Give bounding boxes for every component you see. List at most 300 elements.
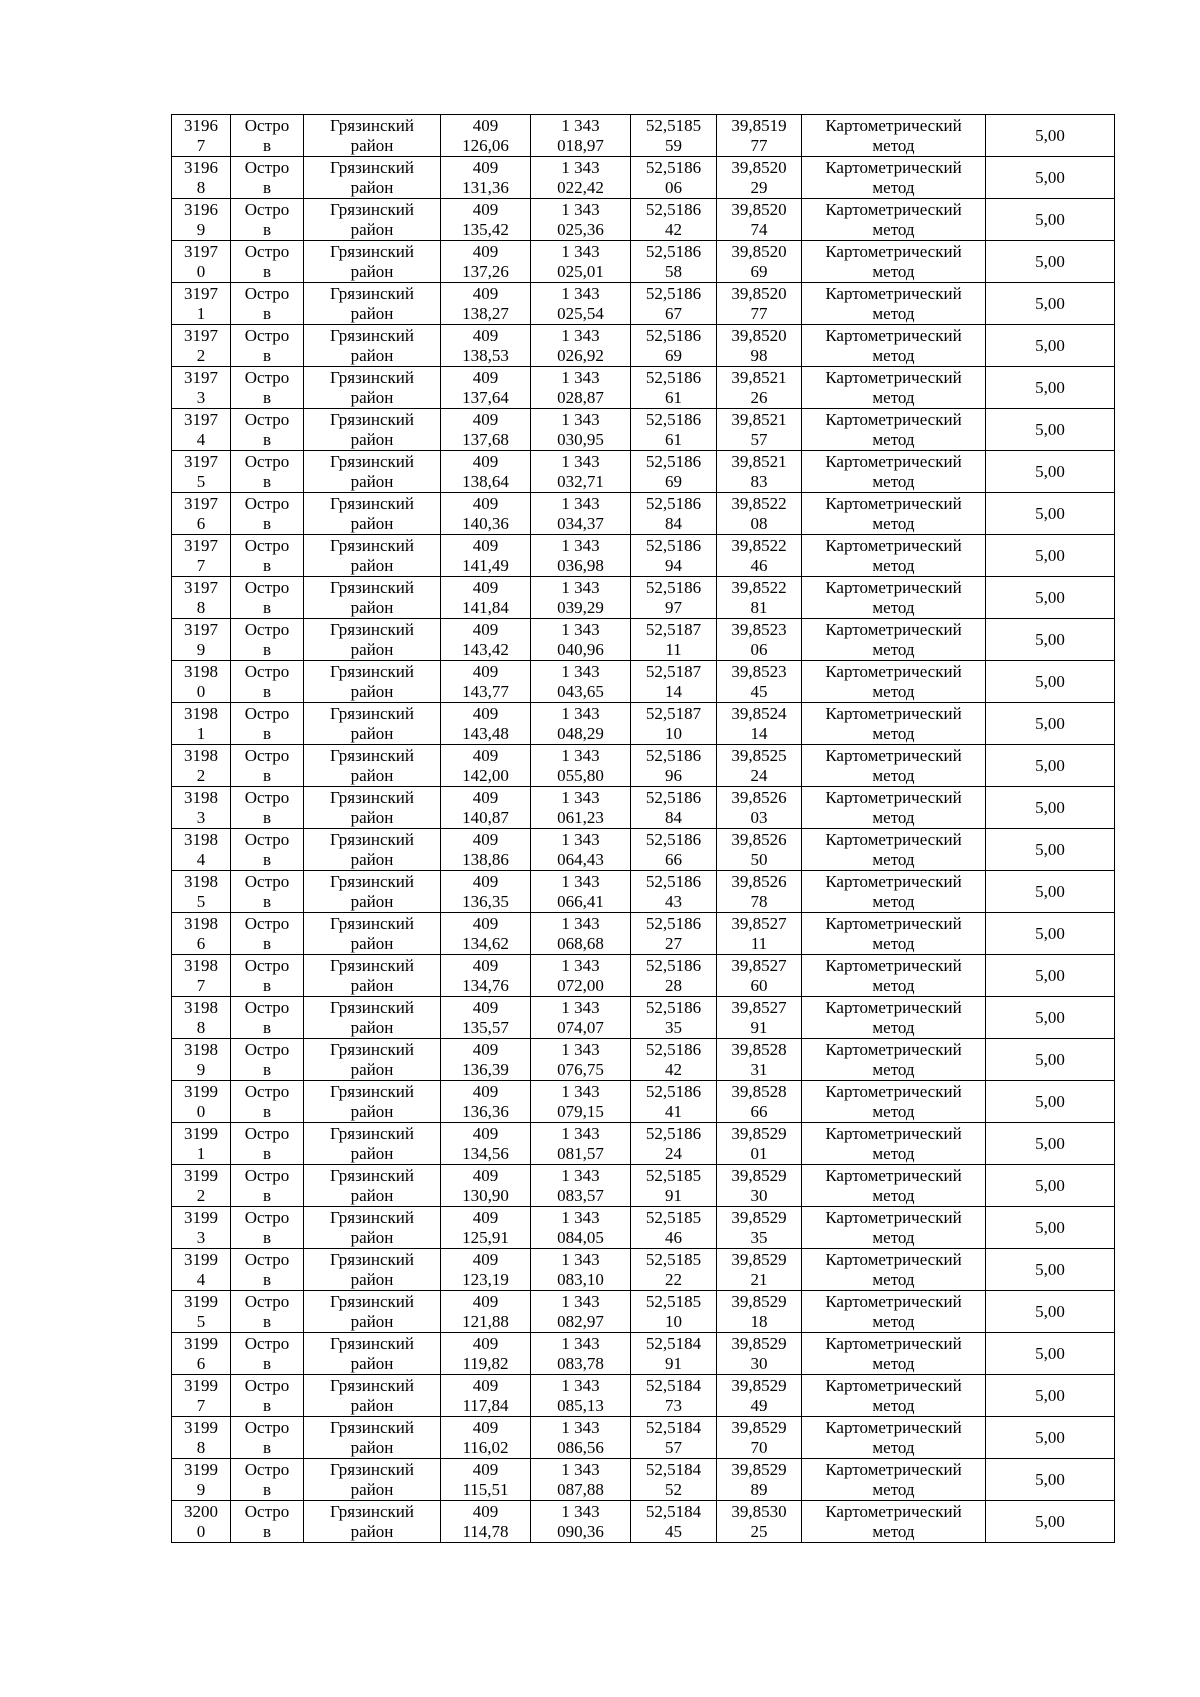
table-row	[172, 1375, 1115, 1417]
district-cell-line: Грязинский	[330, 1249, 414, 1269]
district-cell-line: Грязинский	[330, 451, 414, 471]
object-name-cell-line: Остро	[244, 115, 290, 135]
table-row	[172, 787, 1115, 829]
point-number-cell-line: 3198	[184, 955, 218, 975]
district-cell-line: Грязинский	[330, 367, 414, 387]
longitude-cell-line: 18	[750, 1311, 768, 1331]
longitude-cell-line: 77	[750, 303, 768, 323]
object-name-cell-line: Остро	[244, 1123, 290, 1143]
accuracy-cell: 5,00	[986, 367, 1115, 409]
table-row	[172, 1333, 1115, 1375]
longitude-cell-line: 81	[750, 597, 768, 617]
accuracy-cell: 5,00	[986, 1123, 1115, 1165]
longitude-cell-line: 60	[750, 975, 768, 995]
method-cell	[802, 451, 986, 493]
y-coordinate-cell	[531, 1039, 631, 1081]
y-coordinate-cell-line: 025,36	[557, 219, 604, 239]
object-name-cell	[231, 703, 304, 745]
method-cell-line: метод	[872, 891, 915, 911]
y-coordinate-cell-line: 1 343	[561, 661, 600, 681]
object-name-cell-line: в	[262, 807, 272, 827]
y-coordinate-cell-line: 1 343	[561, 1375, 600, 1395]
method-cell	[802, 1207, 986, 1249]
object-name-cell-line: в	[262, 1101, 272, 1121]
method-cell-line: метод	[872, 345, 915, 365]
method-cell-line: Картометрический	[825, 241, 962, 261]
latitude-cell	[631, 703, 717, 745]
method-cell-line: метод	[872, 555, 915, 575]
object-name-cell-line: Остро	[244, 241, 290, 261]
district-cell	[304, 619, 441, 661]
accuracy-cell: 5,00	[986, 703, 1115, 745]
latitude-cell-line: 52,5186	[645, 325, 702, 345]
y-coordinate-cell-line: 1 343	[561, 1165, 600, 1185]
method-cell-line: Картометрический	[825, 115, 962, 135]
y-coordinate-cell	[531, 577, 631, 619]
longitude-cell-line: 14	[750, 723, 768, 743]
table-row	[172, 871, 1115, 913]
point-number-cell-line: 4	[196, 429, 206, 449]
district-cell-line: Грязинский	[330, 871, 414, 891]
method-cell	[802, 115, 986, 157]
object-name-cell-line: в	[262, 471, 272, 491]
latitude-cell-line: 27	[665, 933, 682, 953]
point-number-cell-line: 6	[196, 933, 206, 953]
longitude-cell	[717, 1123, 802, 1165]
method-cell-line: Картометрический	[825, 1333, 962, 1353]
object-name-cell	[231, 1333, 304, 1375]
longitude-cell	[717, 1375, 802, 1417]
latitude-cell-line: 97	[665, 597, 682, 617]
object-name-cell	[231, 997, 304, 1039]
method-cell-line: метод	[872, 849, 915, 869]
method-cell-line: Картометрический	[825, 367, 962, 387]
method-cell-line: метод	[872, 1521, 915, 1541]
object-name-cell-line: Остро	[244, 1249, 290, 1269]
y-coordinate-cell-line: 1 343	[561, 787, 600, 807]
y-coordinate-cell-line: 085,13	[557, 1395, 604, 1415]
x-coordinate-cell	[441, 1165, 531, 1207]
method-cell	[802, 535, 986, 577]
latitude-cell	[631, 241, 717, 283]
object-name-cell-line: Остро	[244, 1417, 290, 1437]
object-name-cell-line: Остро	[244, 619, 290, 639]
table-row	[172, 241, 1115, 283]
y-coordinate-cell	[531, 1207, 631, 1249]
longitude-cell	[717, 661, 802, 703]
x-coordinate-cell-line: 134,56	[462, 1143, 509, 1163]
longitude-cell-line: 91	[750, 1017, 768, 1037]
district-cell-line: Грязинский	[330, 1165, 414, 1185]
latitude-cell	[631, 199, 717, 241]
district-cell-line: Грязинский	[330, 619, 414, 639]
accuracy-cell: 5,00	[986, 1333, 1115, 1375]
latitude-cell-line: 69	[665, 471, 682, 491]
point-number-cell	[172, 283, 231, 325]
object-name-cell	[231, 1291, 304, 1333]
method-cell	[802, 1417, 986, 1459]
method-cell-line: Картометрический	[825, 1249, 962, 1269]
district-cell	[304, 1501, 441, 1543]
y-coordinate-cell-line: 1 343	[561, 1501, 600, 1521]
district-cell	[304, 1081, 441, 1123]
x-coordinate-cell	[441, 535, 531, 577]
longitude-cell-line: 78	[750, 891, 768, 911]
point-number-cell-line: 8	[196, 177, 206, 197]
x-coordinate-cell-line: 130,90	[462, 1185, 509, 1205]
y-coordinate-cell-line: 081,57	[557, 1143, 604, 1163]
latitude-cell-line: 61	[665, 387, 682, 407]
object-name-cell	[231, 1081, 304, 1123]
method-cell-line: Картометрический	[825, 409, 962, 429]
accuracy-cell: 5,00	[986, 451, 1115, 493]
longitude-cell-line: 35	[750, 1227, 768, 1247]
x-coordinate-cell-line: 409	[472, 1501, 499, 1521]
object-name-cell	[231, 241, 304, 283]
y-coordinate-cell-line: 1 343	[561, 367, 600, 387]
table-row	[172, 955, 1115, 997]
latitude-cell-line: 11	[665, 639, 682, 659]
y-coordinate-cell	[531, 115, 631, 157]
latitude-cell-line: 69	[665, 345, 682, 365]
table-row	[172, 367, 1115, 409]
object-name-cell-line: Остро	[244, 1291, 290, 1311]
x-coordinate-cell-line: 409	[472, 409, 499, 429]
latitude-cell-line: 10	[665, 1311, 682, 1331]
object-name-cell-line: Остро	[244, 871, 290, 891]
y-coordinate-cell-line: 1 343	[561, 115, 600, 135]
object-name-cell-line: Остро	[244, 1375, 290, 1395]
longitude-cell-line: 39,8527	[731, 997, 787, 1017]
object-name-cell-line: в	[262, 765, 272, 785]
point-number-cell	[172, 409, 231, 451]
table-row	[172, 1249, 1115, 1291]
x-coordinate-cell-line: 409	[472, 1039, 499, 1059]
x-coordinate-cell-line: 141,84	[462, 597, 509, 617]
latitude-cell	[631, 451, 717, 493]
longitude-cell	[717, 619, 802, 661]
latitude-cell-line: 42	[665, 219, 682, 239]
x-coordinate-cell-line: 409	[472, 787, 499, 807]
x-coordinate-cell-line: 136,36	[462, 1101, 509, 1121]
object-name-cell	[231, 1165, 304, 1207]
y-coordinate-cell	[531, 535, 631, 577]
y-coordinate-cell-line: 1 343	[561, 745, 600, 765]
longitude-cell-line: 57	[750, 429, 768, 449]
district-cell-line: район	[350, 975, 394, 995]
y-coordinate-cell-line: 018,97	[557, 135, 604, 155]
method-cell	[802, 1165, 986, 1207]
accuracy-cell: 5,00	[986, 241, 1115, 283]
x-coordinate-cell-line: 409	[472, 283, 499, 303]
longitude-cell-line: 39,8520	[731, 199, 787, 219]
y-coordinate-cell-line: 086,56	[557, 1437, 604, 1457]
x-coordinate-cell-line: 409	[472, 745, 499, 765]
district-cell-line: Грязинский	[330, 157, 414, 177]
latitude-cell-line: 52,5186	[645, 787, 702, 807]
longitude-cell-line: 26	[750, 387, 768, 407]
object-name-cell	[231, 157, 304, 199]
point-number-cell-line: 6	[196, 513, 206, 533]
table-row	[172, 493, 1115, 535]
district-cell-line: Грязинский	[330, 1081, 414, 1101]
district-cell-line: Грязинский	[330, 1375, 414, 1395]
method-cell-line: метод	[872, 1353, 915, 1373]
district-cell	[304, 157, 441, 199]
x-coordinate-cell-line: 143,42	[462, 639, 509, 659]
district-cell-line: район	[350, 1059, 394, 1079]
object-name-cell	[231, 1123, 304, 1165]
x-coordinate-cell	[441, 787, 531, 829]
district-cell-line: район	[350, 807, 394, 827]
longitude-cell-line: 29	[750, 177, 768, 197]
y-coordinate-cell	[531, 871, 631, 913]
point-number-cell-line: 3196	[184, 157, 218, 177]
method-cell-line: метод	[872, 1479, 915, 1499]
district-cell-line: Грязинский	[330, 1039, 414, 1059]
object-name-cell	[231, 115, 304, 157]
table-row	[172, 283, 1115, 325]
latitude-cell-line: 52,5186	[645, 1039, 702, 1059]
method-cell	[802, 493, 986, 535]
latitude-cell-line: 14	[665, 681, 682, 701]
accuracy-cell: 5,00	[986, 283, 1115, 325]
method-cell	[802, 1501, 986, 1543]
district-cell-line: Грязинский	[330, 1291, 414, 1311]
latitude-cell-line: 41	[665, 1101, 682, 1121]
object-name-cell-line: в	[262, 219, 272, 239]
district-cell-line: район	[350, 1269, 394, 1289]
district-cell	[304, 451, 441, 493]
object-name-cell	[231, 661, 304, 703]
object-name-cell	[231, 619, 304, 661]
longitude-cell-line: 39,8520	[731, 325, 787, 345]
longitude-cell-line: 39,8529	[731, 1333, 787, 1353]
x-coordinate-cell-line: 409	[472, 199, 499, 219]
x-coordinate-cell-line: 136,39	[462, 1059, 509, 1079]
object-name-cell-line: в	[262, 1227, 272, 1247]
district-cell-line: Грязинский	[330, 577, 414, 597]
longitude-cell-line: 39,8526	[731, 871, 787, 891]
longitude-cell	[717, 913, 802, 955]
object-name-cell	[231, 1249, 304, 1291]
district-cell	[304, 703, 441, 745]
table-row	[172, 1123, 1115, 1165]
x-coordinate-cell-line: 135,42	[462, 219, 509, 239]
object-name-cell-line: Остро	[244, 409, 290, 429]
latitude-cell	[631, 1375, 717, 1417]
method-cell-line: метод	[872, 261, 915, 281]
x-coordinate-cell-line: 409	[472, 325, 499, 345]
point-number-cell	[172, 745, 231, 787]
district-cell-line: Грязинский	[330, 199, 414, 219]
longitude-cell	[717, 115, 802, 157]
method-cell-line: метод	[872, 1185, 915, 1205]
district-cell-line: район	[350, 513, 394, 533]
object-name-cell	[231, 199, 304, 241]
method-cell-line: Картометрический	[825, 1165, 962, 1185]
accuracy-cell: 5,00	[986, 1207, 1115, 1249]
district-cell	[304, 283, 441, 325]
object-name-cell-line: Остро	[244, 703, 290, 723]
x-coordinate-cell-line: 141,49	[462, 555, 509, 575]
x-coordinate-cell-line: 409	[472, 577, 499, 597]
district-cell-line: район	[350, 1143, 394, 1163]
object-name-cell-line: в	[262, 387, 272, 407]
y-coordinate-cell	[531, 997, 631, 1039]
district-cell-line: район	[350, 135, 394, 155]
x-coordinate-cell	[441, 283, 531, 325]
object-name-cell-line: Остро	[244, 493, 290, 513]
point-number-cell-line: 3198	[184, 1039, 218, 1059]
point-number-cell	[172, 619, 231, 661]
accuracy-cell: 5,00	[986, 535, 1115, 577]
latitude-cell-line: 52,5186	[645, 241, 702, 261]
district-cell-line: район	[350, 765, 394, 785]
table-row	[172, 409, 1115, 451]
method-cell-line: метод	[872, 1269, 915, 1289]
longitude-cell	[717, 1417, 802, 1459]
method-cell-line: Картометрический	[825, 451, 962, 471]
latitude-cell	[631, 787, 717, 829]
method-cell-line: Картометрический	[825, 1417, 962, 1437]
longitude-cell-line: 25	[750, 1521, 768, 1541]
x-coordinate-cell-line: 138,27	[462, 303, 509, 323]
object-name-cell-line: в	[262, 597, 272, 617]
longitude-cell	[717, 409, 802, 451]
x-coordinate-cell-line: 138,64	[462, 471, 509, 491]
accuracy-cell: 5,00	[986, 577, 1115, 619]
district-cell-line: район	[350, 345, 394, 365]
district-cell	[304, 1039, 441, 1081]
object-name-cell-line: в	[262, 1395, 272, 1415]
longitude-cell-line: 39,8526	[731, 787, 787, 807]
longitude-cell	[717, 1165, 802, 1207]
longitude-cell-line: 08	[750, 513, 768, 533]
table-row	[172, 1039, 1115, 1081]
point-number-cell-line: 3196	[184, 199, 218, 219]
longitude-cell-line: 21	[750, 1269, 768, 1289]
point-number-cell-line: 5	[196, 1311, 206, 1331]
accuracy-cell: 5,00	[986, 787, 1115, 829]
y-coordinate-cell-line: 026,92	[557, 345, 604, 365]
y-coordinate-cell-line: 1 343	[561, 1207, 600, 1227]
method-cell	[802, 1375, 986, 1417]
longitude-cell-line: 77	[750, 135, 768, 155]
latitude-cell-line: 35	[665, 1017, 682, 1037]
district-cell	[304, 241, 441, 283]
accuracy-cell: 5,00	[986, 1249, 1115, 1291]
district-cell	[304, 115, 441, 157]
table-row	[172, 1291, 1115, 1333]
method-cell-line: Картометрический	[825, 1459, 962, 1479]
point-number-cell	[172, 577, 231, 619]
object-name-cell-line: в	[262, 1353, 272, 1373]
x-coordinate-cell	[441, 493, 531, 535]
point-number-cell-line: 8	[196, 1017, 206, 1037]
latitude-cell-line: 52,5185	[645, 1249, 702, 1269]
district-cell-line: район	[350, 177, 394, 197]
method-cell-line: Картометрический	[825, 199, 962, 219]
x-coordinate-cell-line: 409	[472, 1459, 499, 1479]
y-coordinate-cell-line: 1 343	[561, 1081, 600, 1101]
x-coordinate-cell-line: 140,87	[462, 807, 509, 827]
x-coordinate-cell-line: 409	[472, 913, 499, 933]
method-cell-line: Картометрический	[825, 157, 962, 177]
longitude-cell-line: 39,8528	[731, 1039, 787, 1059]
y-coordinate-cell	[531, 451, 631, 493]
district-cell-line: район	[350, 639, 394, 659]
point-number-cell-line: 3198	[184, 871, 218, 891]
latitude-cell	[631, 1081, 717, 1123]
point-number-cell-line: 3198	[184, 913, 218, 933]
district-cell-line: Грязинский	[330, 325, 414, 345]
object-name-cell-line: в	[262, 723, 272, 743]
y-coordinate-cell-line: 068,68	[557, 933, 604, 953]
method-cell-line: метод	[872, 471, 915, 491]
object-name-cell-line: в	[262, 1017, 272, 1037]
x-coordinate-cell	[441, 157, 531, 199]
table-row	[172, 157, 1115, 199]
object-name-cell	[231, 1207, 304, 1249]
y-coordinate-cell	[531, 493, 631, 535]
object-name-cell-line: в	[262, 639, 272, 659]
point-number-cell-line: 7	[196, 1395, 206, 1415]
x-coordinate-cell-line: 138,86	[462, 849, 509, 869]
district-cell-line: Грязинский	[330, 493, 414, 513]
point-number-cell-line: 3199	[184, 1249, 218, 1269]
latitude-cell-line: 91	[665, 1353, 682, 1373]
latitude-cell-line: 43	[665, 891, 682, 911]
x-coordinate-cell	[441, 1459, 531, 1501]
object-name-cell	[231, 1459, 304, 1501]
x-coordinate-cell	[441, 1249, 531, 1291]
y-coordinate-cell-line: 1 343	[561, 913, 600, 933]
x-coordinate-cell-line: 409	[472, 703, 499, 723]
object-name-cell-line: в	[262, 345, 272, 365]
object-name-cell	[231, 577, 304, 619]
method-cell-line: метод	[872, 303, 915, 323]
longitude-cell	[717, 451, 802, 493]
district-cell-line: район	[350, 1521, 394, 1541]
longitude-cell-line: 39,8522	[731, 577, 787, 597]
point-number-cell	[172, 241, 231, 283]
accuracy-cell: 5,00	[986, 619, 1115, 661]
point-number-cell	[172, 535, 231, 577]
object-name-cell	[231, 745, 304, 787]
method-cell	[802, 661, 986, 703]
table-row	[172, 115, 1115, 157]
accuracy-cell: 5,00	[986, 409, 1115, 451]
y-coordinate-cell-line: 1 343	[561, 199, 600, 219]
district-cell	[304, 367, 441, 409]
method-cell-line: метод	[872, 807, 915, 827]
x-coordinate-cell	[441, 997, 531, 1039]
object-name-cell	[231, 409, 304, 451]
point-number-cell-line: 7	[196, 135, 206, 155]
district-cell	[304, 1123, 441, 1165]
y-coordinate-cell	[531, 1375, 631, 1417]
table-row	[172, 325, 1115, 367]
district-cell-line: район	[350, 891, 394, 911]
accuracy-cell: 5,00	[986, 745, 1115, 787]
y-coordinate-cell	[531, 787, 631, 829]
x-coordinate-cell-line: 134,76	[462, 975, 509, 995]
latitude-cell	[631, 157, 717, 199]
y-coordinate-cell-line: 072,00	[557, 975, 604, 995]
district-cell	[304, 829, 441, 871]
longitude-cell-line: 06	[750, 639, 768, 659]
